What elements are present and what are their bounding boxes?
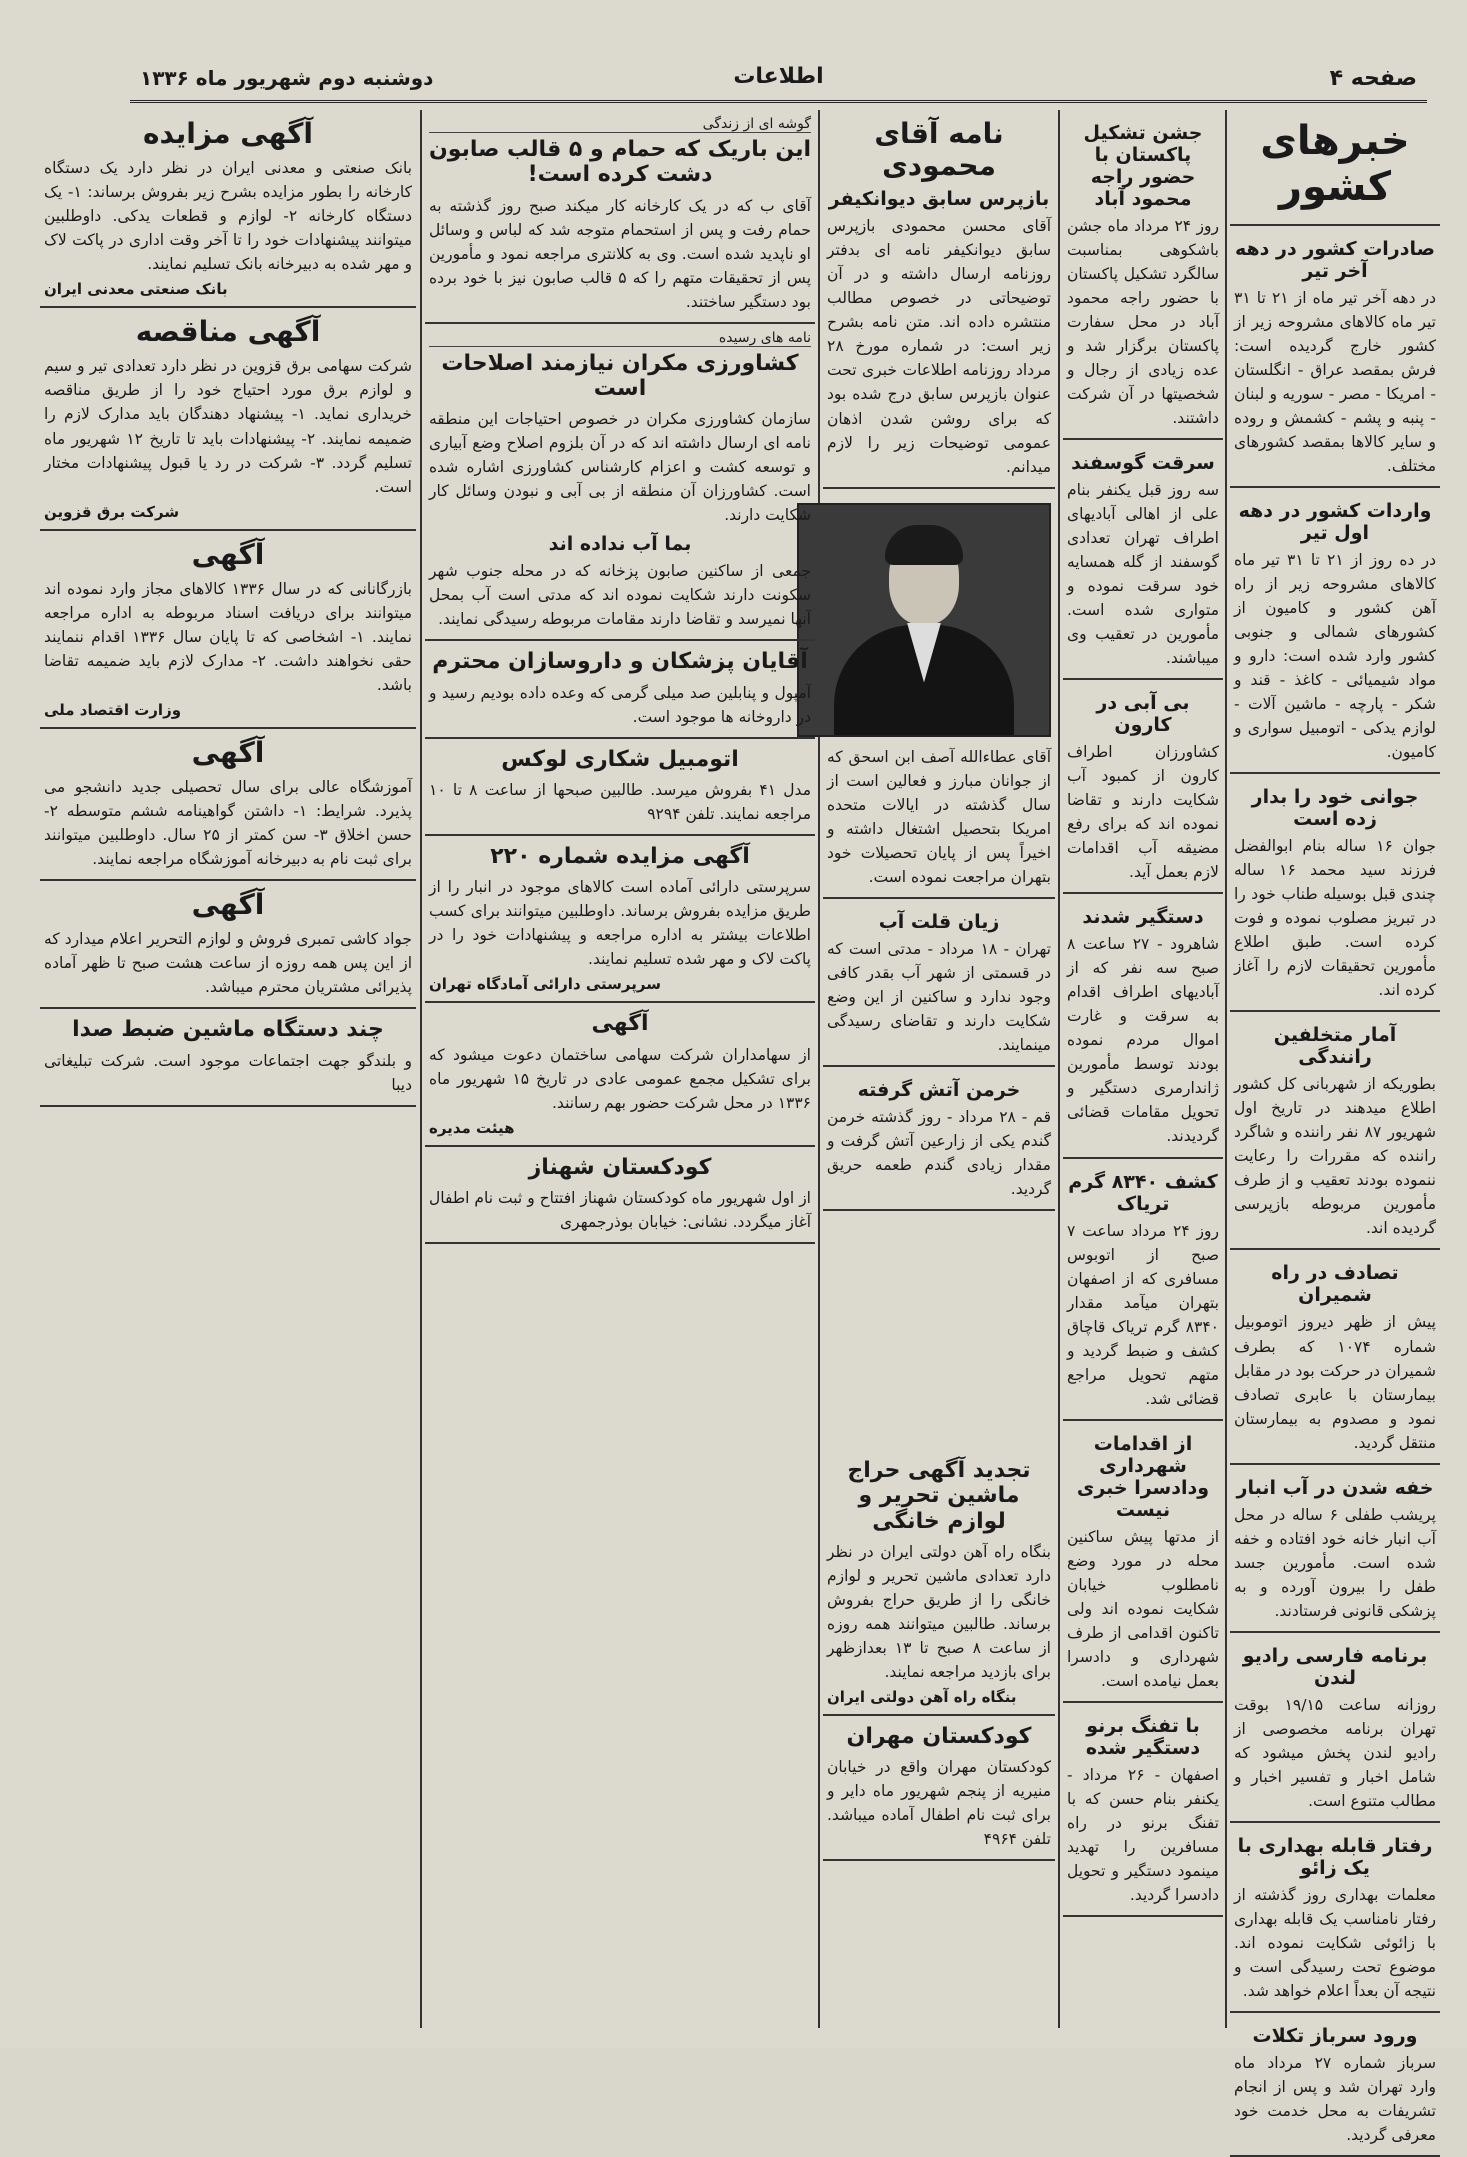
ad-box bbox=[40, 1009, 416, 1106]
news-body: قم - ۲۸ مرداد - روز گذشته خرمن گندم یکی از زارعین آتش گرفت و مقدار زیادی گندم طعمه حریق گردید. bbox=[822, 1107, 1051, 1198]
ad-signature: بانک صنعتی معدنی ایران bbox=[44, 280, 228, 299]
photo-block bbox=[823, 489, 1055, 899]
news-item bbox=[1063, 894, 1223, 1158]
ad-body: شرکت سهامی برق قزوین در نظر دارد تعدادی تیر و سیم و لوازم برق مورد احتیاج خود را از طریق مناقصه خریداری نماید. ۱- پیشنهاد دهندگان باید مدارک لازم را ضمیمه نمایند. ۲- پیشنهادات باید تا تاریخ ۱۲ شهریور ماه تسلیم گردد. ۳- شرکت در رد یا قبول پیشنهادات مختار است. bbox=[39, 357, 412, 496]
ad-box bbox=[425, 739, 815, 836]
ad-box bbox=[425, 641, 815, 738]
news-headline: زیان قلت آب bbox=[878, 910, 1000, 933]
news-body: سرباز شماره ۲۷ مرداد ماه وارد تهران شد و پس از انجام تشریفات به محل خدمت خود معرفی گردید. bbox=[1229, 2053, 1436, 2144]
column-news-2 bbox=[1063, 110, 1223, 2028]
news-item bbox=[1230, 774, 1440, 1012]
news-item bbox=[1230, 488, 1440, 774]
ad-title: کودکستان شهناز bbox=[528, 1154, 712, 1180]
ad-title: آگهی مزایده شماره ۲۲۰ bbox=[490, 844, 750, 870]
news-item bbox=[1063, 680, 1223, 894]
news-item bbox=[1230, 1633, 1440, 1823]
ad-box bbox=[425, 1147, 815, 1244]
ad-title: کودکستان مهران bbox=[846, 1723, 1032, 1749]
news-headline: ورود سرباز تکلات bbox=[1252, 2024, 1418, 2047]
news-body: بطوریکه از شهربانی کل کشور اطلاع میدهند در تاریخ اول شهریور ۸۷ نفر راننده و شاگرد راننده که مقررات را رعایت ننموده بودند تعقیب و از طرف مأمورین مربوطه بازپرسی گردیده اند. bbox=[1229, 1075, 1437, 1238]
column-news-right bbox=[1229, 110, 1440, 2144]
news-item bbox=[1230, 226, 1440, 488]
news-body: اصفهان - ۲۶ مرداد - یکنفر بنام حسن که با تفنگ برنو در راه مسافرین را تهدید مینمود دستگیر و تحویل دادسرا گردید. bbox=[1062, 1765, 1219, 1904]
news-item bbox=[1063, 1703, 1223, 1917]
story-body: سازمان کشاورزی مکران در خصوص احتیاجات این منطقه نامه ای ارسال داشته اند که در آن بلزوم اصلاح وضع آبیاری و توسعه کشت و اعزام کارشناس کشاورزی اشاره شده است. کشاورزان آن منطقه از بی آبی و نبودن وسائل کار شکایت دارند. bbox=[424, 410, 811, 525]
ad-body: سرپرستی دارائی آماده است کالاهای موجود در انبار را از طریق مزایده بفروش برساند. داوطلبین میتوانند برای کسب اطلاعات بیشتر به اداره مراجعه و پیشنهادات خود را در پاکت لاک و مهر شده تسلیم نمایند. bbox=[424, 878, 811, 969]
section-title: خبرهای کشور bbox=[1260, 118, 1410, 210]
news-item bbox=[1063, 110, 1223, 440]
ad-signature: شرکت برق قزوین bbox=[44, 502, 180, 521]
news-headline: بی آبی در کارون bbox=[1096, 692, 1190, 737]
story-kicker: نامه های رسیده bbox=[429, 330, 811, 347]
masthead bbox=[130, 60, 1427, 103]
ad-body: کودکستان مهران واقع در خیابان منیریه از پنجم شهریور ماه دایر و برای ثبت نام اطفال آماده میباشد. تلفن ۴۹۶۴ bbox=[822, 1758, 1051, 1849]
ad-signature: وزارت اقتصاد ملی bbox=[44, 700, 182, 719]
news-item bbox=[1063, 1159, 1223, 1421]
news-headline: برنامه فارسی رادیو لندن bbox=[1242, 1644, 1428, 1689]
news-headline: آمار متخلفین رانندگی bbox=[1273, 1024, 1397, 1069]
news-item bbox=[1230, 1012, 1440, 1250]
photo-caption: آقای عطاءالله آصف ابن اسحق که از جوانان مبارز و فعالین است از سال گذشته در ایالات متحده امریکا بتحصیل اشتغال داشته و اخیراً پس از پایان تحصیلات خود بتهران مراجعت نموده است. bbox=[822, 747, 1051, 886]
ad-box bbox=[40, 729, 416, 881]
news-headline: از اقدامات شهرداری ودادسرا خبری نیست bbox=[1076, 1432, 1210, 1521]
column-ads-left bbox=[40, 110, 416, 2028]
news-body: پریشب طفلی ۶ ساله در محل آب انبار خانه خود افتاده و خفه شده است. مأمورین جسد طفل را بیرون آورده و به پزشکی قانونی فرستادند. bbox=[1229, 1505, 1436, 1620]
story-subtitle: بما آب نداده اند bbox=[548, 533, 692, 556]
news-item bbox=[1230, 1465, 1440, 1633]
news-item bbox=[823, 1067, 1055, 1211]
column-rule bbox=[818, 110, 820, 2028]
news-item bbox=[1063, 440, 1223, 680]
news-headline: با تفنگ برنو دستگیر شده bbox=[1085, 1714, 1201, 1759]
news-headline: کشف ۸۳۴۰ گرم تریاک bbox=[1068, 1170, 1218, 1215]
story-body: جمعی از ساکنین صابون پزخانه که در محله جنوب شهر سکونت دارند شکایت نموده اند که مدتی است آب بمحل آنها نمیرسد و تقاضا دارند مقامات مربوطه رسیدگی نمایند. bbox=[424, 562, 811, 629]
letter-article bbox=[823, 110, 1055, 489]
news-headline: جشن تشکیل پاکستان با حضور راجه محمود آباد bbox=[1083, 122, 1203, 210]
news-item bbox=[1230, 2013, 1440, 2157]
story-title: این باریک که حمام و ۵ قالب صابون دشت کرده است! bbox=[429, 137, 811, 188]
column-rule bbox=[1058, 110, 1060, 2028]
letter-title: نامه آقای محمودی bbox=[874, 117, 1004, 183]
news-item bbox=[1230, 1250, 1440, 1464]
ad-body: بانک صنعتی و معدنی ایران در نظر دارد یک دستگاه کارخانه را بطور مزایده بشرح زیر بفروش برساند: ۱- یک دستگاه کارخانه ۲- لوازم و قطعات یدکی. داوطلبین میتوانند پیشنهادات خود را تا آخر وقت اداری در پاکت لاک و مهر شده به دبیرخانه بانک تسلیم نمایند. bbox=[39, 159, 412, 274]
ad-box bbox=[40, 531, 416, 729]
news-headline: خفه شدن در آب انبار bbox=[1236, 1476, 1434, 1499]
ad-body: جواد کاشی تمبری فروش و لوازم التحریر اعلام میدارد که از این پس همه روزه از ساعت هشت صبح تا ظهر آماده پذیرائی مشتریان محترم میباشد. bbox=[39, 930, 412, 997]
news-headline: جوانی خود را بدار زده است bbox=[1251, 786, 1419, 831]
ad-box bbox=[40, 308, 416, 530]
news-body: از مدتها پیش ساکنین محله در مورد وضع نامطلوب خیابان شکایت نموده اند ولی تاکنون اقدامی از طرف شهرداری و دادسرا بعمل نیامده است. bbox=[1062, 1527, 1219, 1690]
ad-box bbox=[823, 1450, 1055, 1716]
story-kicker: گوشه ای از زندگی bbox=[429, 116, 811, 133]
section-header bbox=[1230, 110, 1440, 226]
ad-body: آمپول و پنابلین صد میلی گرمی که وعده داده بودیم رسید و در داروخانه ها موجود است. bbox=[424, 683, 811, 726]
news-body: سه روز قبل یکنفر بنام علی از اهالی آبادیهای اطراف تهران تعدادی گوسفند از گله همسایه خود سرقت نموده و متواری شده است. مأمورین در تعقیب وی میباشند. bbox=[1062, 481, 1219, 668]
news-item bbox=[1063, 1421, 1223, 1703]
letter-body: آقای محسن محمودی بازپرس سابق دیوانکیفر نامه ای بدفتر روزنامه ارسال داشته و در آن توضیحاتی در خصوص مطالب منتشره داده اند. متن نامه بشرح زیر است: در شماره مورخ ۲۸ مرداد روزنامه اطلاعات خبری تحت عنوان بازپرس سابق درج شده بود که برای روشن شدن اذهان عمومی توضیحات زیر را لازم میدانم. bbox=[822, 217, 1051, 476]
ad-box bbox=[40, 110, 416, 308]
portrait-photo bbox=[797, 503, 1051, 737]
news-headline: واردات کشور در دهه اول تیر bbox=[1238, 500, 1432, 545]
news-body: در ده روز از ۲۱ تا ۳۱ تیر ماه کالاهای مشروحه زیر از راه آهن کشور و کامیون از کشورهای شمالی و جنوبی کشور وارد شده است: دارو و مواد شیمیائی - کاغذ - قند و شکر - پارچه - ماشین آلات - لوازم یدکی - اتومبیل سواری و کامیون. bbox=[1229, 551, 1436, 762]
ad-title: اتومبیل شکاری لوکس bbox=[501, 746, 739, 772]
column-ads-lower bbox=[823, 1450, 1055, 2028]
news-item bbox=[1230, 1823, 1440, 2013]
ad-title: تجدید آگهی حراج ماشین تحریر و لوازم خانگی bbox=[847, 1458, 1031, 1534]
news-body: معلمات بهداری روز گذشته از رفتار نامناسب یک قابله بهداری با زائوئی شکایت نموده اند. موضوع تحت رسیدگی است و نتیجه آن بعداً اعلام خواهد شد. bbox=[1229, 1885, 1436, 2000]
ad-title: آقایان پزشکان و داروسازان محترم bbox=[432, 649, 808, 675]
news-body: روزانه ساعت ۱۹/۱۵ بوقت تهران برنامه مخصوصی از رادیو لندن پخش میشود که شامل اخبار و تفسیر اخبار و مطالب متنوع است. bbox=[1229, 1695, 1436, 1810]
ad-title: آگهی bbox=[591, 1011, 649, 1037]
news-body: کشاورزان اطراف کارون از کمبود آب شکایت دارند و تقاضا نموده اند که برای رفع مضیقه آب اقدامات لازم بعمل آید. bbox=[1062, 743, 1219, 882]
news-body: جوان ۱۶ ساله بنام ابوالفضل فرزند سید محمد ۱۶ ساله چندی قبل بوسیله طناب خود را در تبریز مصلوب نموده و فوت کرده است. طبق اطلاع مأمورین تحقیقات لازم را آغاز کرده اند. bbox=[1229, 837, 1437, 1000]
column-rule bbox=[420, 110, 422, 2028]
news-body: تهران - ۱۸ مرداد - مدتی است که در قسمتی از شهر آب بقدر کافی وجود ندارد و ساکنین از این وضع شکایت دارند و تقاضای رسیدگی مینمایند. bbox=[822, 939, 1051, 1054]
ad-box bbox=[40, 881, 416, 1009]
story-item bbox=[425, 110, 815, 324]
news-body: در دهه آخر تیر ماه از ۲۱ تا ۳۱ تیر ماه کالاهای مشروحه زیر از کشور خارج گردیده است: فرش بمقصد عراق - انگلستان - امریکا - مصر - سوریه و لبنان - پنبه و پشم - کشمش و روده و سایر کالاها بمقصد کشورهای مختلف. bbox=[1229, 289, 1436, 476]
issue-date: دوشنبه دوم شهریور ماه ۱۳۳۶ bbox=[140, 66, 434, 90]
ad-signature: سرپرستی دارائی آمادگاه تهران bbox=[429, 975, 661, 994]
ad-body: آموزشگاه عالی برای سال تحصیلی جدید دانشجو می پذیرد. شرایط: ۱- داشتن گواهینامه ششم متوسطه ۲- حسن اخلاق ۳- سن کمتر از ۲۵ سال. داوطلبین میتوانند برای ثبت نام به دبیرخانه آموزشگاه مراجعه نمایند. bbox=[39, 778, 412, 869]
news-headline: تصادف در راه شمیران bbox=[1271, 1262, 1399, 1307]
ad-title: آگهی bbox=[191, 537, 265, 571]
page-number: صفحه ۴ bbox=[1329, 66, 1417, 91]
column-middle bbox=[425, 110, 815, 2028]
ad-body: از اول شهریور ماه کودکستان شهناز افتتاح و ثبت نام اطفال آغاز میگردد. نشانی: خیابان بوذرجمهری bbox=[424, 1189, 811, 1232]
news-item bbox=[823, 899, 1055, 1067]
ad-title: آگهی مزایده bbox=[142, 117, 313, 150]
column-rule bbox=[1225, 110, 1227, 2028]
paper-name: اطلاعات bbox=[733, 64, 824, 89]
ad-box bbox=[823, 1716, 1055, 1861]
news-body: شاهرود - ۲۷ ساعت ۸ صبح سه نفر که از آبادیهای اطراف اقدام به سرقت و غارت اموال مردم نموده بودند توسط مأمورین ژاندارمری دستگیر و تحویل مقامات قضائی گردیدند. bbox=[1062, 935, 1219, 1146]
news-headline: رفتار قابله بهداری با یک زائو bbox=[1237, 1834, 1433, 1879]
ad-body: بازرگانانی که در سال ۱۳۳۶ کالاهای مجاز وارد نموده اند میتوانند برای دریافت اسناد مربوطه به اداره مراجعه نمایند. ۱- اشخاصی که تا پایان سال ۱۳۳۶ اقدام ننمایند حقی نخواهند داشت. ۲- مدارک لازم باید ضمیمه تقاضا باشد. bbox=[39, 579, 412, 694]
ad-body: و بلندگو جهت اجتماعات موجود است. شرکت تبلیغاتی دیبا bbox=[39, 1051, 412, 1094]
ad-box bbox=[425, 1003, 815, 1146]
ad-body: مدل ۴۱ بفروش میرسد. طالبین صبحها از ساعت ۸ تا ۱۰ مراجعه نمایند. تلفن ۹۲۹۴ bbox=[424, 781, 811, 824]
news-headline: دستگیر شدند bbox=[1082, 906, 1204, 929]
news-body: روز ۲۴ مرداد ساعت ۷ صبح از اتوبوس مسافری که از اصفهان بتهران میآمد مقدار ۸۳۴۰ گرم تریاک قاچاق کشف و ضبط گردید و متهم تحویل مراجع قضائی شد. bbox=[1062, 1221, 1219, 1408]
news-headline: خرمن آتش گرفته bbox=[857, 1078, 1021, 1101]
news-headline: سرقت گوسفند bbox=[1071, 452, 1215, 475]
story-item bbox=[425, 324, 815, 642]
story-body: آقای ب که در یک کارخانه کار میکند صبح روز گذشته به حمام رفت و پس از استحمام متوجه شد که لباس و وسائل او ناپدید شده است. وی به کلانتری مراجعه نمود و مأمورین پس از تحقیقات متهم را که ۵ قالب صابون نیز با خود برده بود دستگیر ساختند. bbox=[424, 196, 812, 311]
ad-body: از سهامداران شرکت سهامی ساختمان دعوت میشود که برای تشکیل مجمع عمومی عادی در تاریخ ۱۵ شهریور ماه ۱۳۳۶ در محل شرکت حضور بهم رسانند. bbox=[424, 1045, 811, 1112]
news-headline: صادرات کشور در دهه آخر تیر bbox=[1234, 238, 1435, 282]
news-body: پیش از ظهر دیروز اتوموبیل شماره ۱۰۷۴ که بطرف شمیران در حرکت بود در مقابل بیمارستان با عابری تصادف نمود و مصدوم به بیمارستان منتقل گردید. bbox=[1229, 1313, 1436, 1452]
letter-subtitle: بازپرس سابق دیوانکیفر bbox=[828, 188, 1050, 211]
ad-title: آگهی bbox=[191, 888, 265, 922]
ad-title: چند دستگاه ماشین ضبط صدا bbox=[72, 1017, 384, 1043]
ad-signature: بنگاه راه آهن دولتی ایران bbox=[827, 1687, 1017, 1706]
ad-signature: هیئت مدیره bbox=[429, 1118, 515, 1137]
ad-body: بنگاه راه آهن دولتی ایران در نظر دارد تعدادی ماشین تحریر و لوازم خانگی را از طریق حراج بفروش برساند. طالبین میتوانند همه روزه از ساعت ۸ صبح تا ۱۳ بعدازظهر برای بازدید مراجعه نمایند. bbox=[822, 1542, 1051, 1681]
ad-box bbox=[425, 836, 815, 1003]
story-title: کشاورزی مکران نیازمند اصلاحات است bbox=[441, 350, 799, 401]
ad-title: آگهی مناقصه bbox=[135, 315, 321, 349]
news-body: روز ۲۴ مرداد ماه جشن باشکوهی بمناسبت سالگرد تشکیل پاکستان با حضور راجه محمود آباد در محل سفارت پاکستان برگزار شد و عده زیادی از رجال و شخصیتها در آن شرکت داشتند. bbox=[1062, 217, 1219, 428]
ad-title: آگهی bbox=[191, 735, 265, 769]
